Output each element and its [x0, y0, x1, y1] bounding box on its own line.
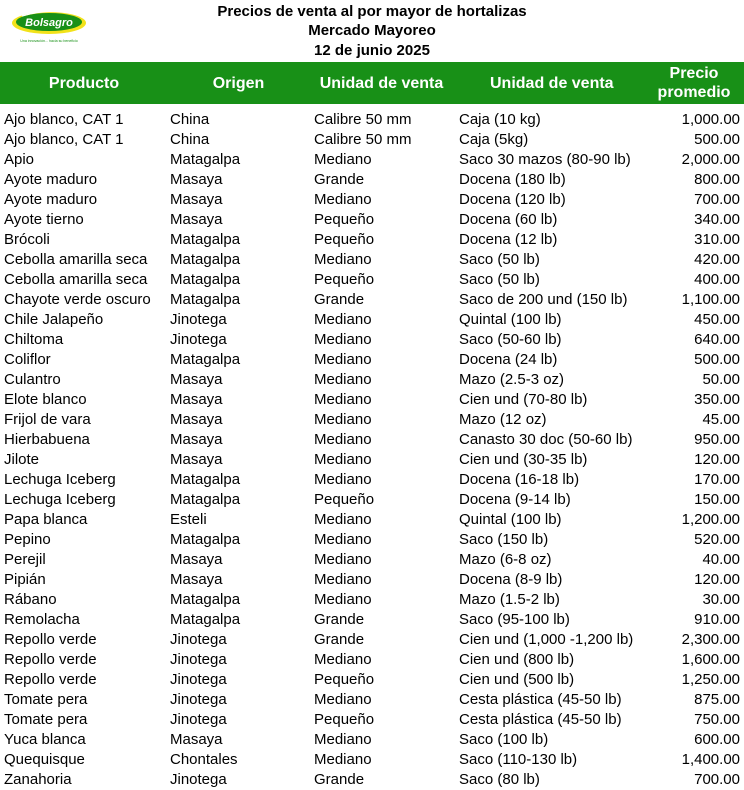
cell-unidad-venta-1: Pequeño [314, 211, 375, 228]
table-row [0, 450, 744, 470]
table-row [0, 170, 744, 190]
cell-unidad-venta-2: Docena (120 lb) [459, 191, 566, 208]
cell-producto: Culantro [4, 371, 61, 388]
cell-origen: Masaya [170, 391, 223, 408]
header-precio-line2: promedio [657, 84, 731, 101]
table-row [0, 710, 744, 730]
cell-unidad-venta-2: Cien und (30-35 lb) [459, 451, 588, 468]
cell-unidad-venta-1: Pequeño [314, 671, 375, 688]
cell-unidad-venta-2: Saco (50-60 lb) [459, 331, 562, 348]
table-row [0, 350, 744, 370]
cell-precio-promedio: 520.00 [694, 531, 740, 548]
cell-unidad-venta-2: Saco (50 lb) [459, 251, 540, 268]
table-row [0, 730, 744, 750]
cell-precio-promedio: 340.00 [694, 211, 740, 228]
cell-producto: Coliflor [4, 351, 51, 368]
cell-unidad-venta-2: Docena (8-9 lb) [459, 571, 563, 588]
cell-precio-promedio: 50.00 [702, 371, 740, 388]
cell-unidad-venta-2: Docena (60 lb) [459, 211, 558, 228]
cell-unidad-venta-1: Mediano [314, 591, 372, 608]
cell-producto: Tomate pera [4, 691, 88, 708]
cell-unidad-venta-2: Cesta plástica (45-50 lb) [459, 711, 622, 728]
cell-origen: Jinotega [170, 771, 227, 788]
cell-unidad-venta-1: Mediano [314, 251, 372, 268]
cell-unidad-venta-1: Mediano [314, 451, 372, 468]
cell-unidad-venta-1: Grande [314, 631, 365, 648]
cell-unidad-venta-1: Mediano [314, 531, 372, 548]
cell-precio-promedio: 600.00 [694, 731, 740, 748]
cell-unidad-venta-2: Canasto 30 doc (50-60 lb) [459, 431, 633, 448]
cell-unidad-venta-2: Saco (100 lb) [459, 731, 549, 748]
table-row [0, 150, 744, 170]
cell-origen: Matagalpa [170, 591, 241, 608]
market-name: Mercado Mayoreo [308, 22, 436, 39]
cell-origen: Masaya [170, 191, 223, 208]
cell-unidad-venta-1: Mediano [314, 191, 372, 208]
cell-producto: Cebolla amarilla seca [4, 271, 148, 288]
cell-unidad-venta-1: Mediano [314, 511, 372, 528]
cell-producto: Chiltoma [4, 331, 64, 348]
table-row [0, 590, 744, 610]
table-header [0, 62, 744, 104]
table-row [0, 190, 744, 210]
logo-text: Bolsagro [25, 17, 73, 29]
cell-unidad-venta-1: Mediano [314, 431, 372, 448]
cell-producto: Ayote maduro [4, 191, 98, 208]
cell-origen: Matagalpa [170, 271, 241, 288]
cell-unidad-venta-2: Cien und (70-80 lb) [459, 391, 588, 408]
cell-producto: Ayote tierno [4, 211, 84, 228]
table-row [0, 270, 744, 290]
cell-producto: Hierbabuena [4, 431, 90, 448]
cell-precio-promedio: 800.00 [694, 171, 740, 188]
cell-precio-promedio: 1,100.00 [681, 291, 740, 308]
report-date: 12 de junio 2025 [314, 42, 430, 59]
header-producto: Producto [48, 74, 120, 92]
cell-producto: Rábano [4, 591, 57, 608]
table-row [0, 310, 744, 330]
cell-unidad-venta-1: Mediano [314, 331, 372, 348]
cell-origen: Jinotega [170, 631, 227, 648]
cell-origen: Jinotega [170, 691, 227, 708]
table-row [0, 750, 744, 770]
cell-producto: Yuca blanca [4, 731, 86, 748]
cell-origen: Masaya [170, 371, 223, 388]
cell-unidad-venta-2: Saco 30 mazos (80-90 lb) [459, 151, 631, 168]
table-row [0, 570, 744, 590]
cell-precio-promedio: 310.00 [694, 231, 740, 248]
cell-unidad-venta-2: Cien und (500 lb) [459, 671, 575, 688]
cell-unidad-venta-1: Mediano [314, 151, 372, 168]
cell-unidad-venta-2: Saco (95-100 lb) [459, 611, 570, 628]
cell-unidad-venta-2: Cien und (1,000 -1,200 lb) [459, 631, 634, 648]
cell-producto: Chayote verde oscuro [4, 291, 151, 308]
cell-precio-promedio: 450.00 [694, 311, 740, 328]
cell-producto: Perejil [4, 551, 46, 568]
cell-unidad-venta-1: Mediano [314, 731, 372, 748]
cell-producto: Jilote [4, 451, 40, 468]
cell-origen: Matagalpa [170, 251, 241, 268]
cell-origen: Jinotega [170, 711, 227, 728]
table-row [0, 490, 744, 510]
cell-precio-promedio: 40.00 [702, 551, 740, 568]
cell-origen: Esteli [170, 511, 207, 528]
cell-origen: China [170, 131, 210, 148]
cell-precio-promedio: 700.00 [694, 771, 740, 788]
table-row [0, 430, 744, 450]
cell-producto: Ajo blanco, CAT 1 [4, 131, 124, 148]
cell-precio-promedio: 875.00 [694, 691, 740, 708]
cell-precio-promedio: 150.00 [694, 491, 740, 508]
cell-producto: Elote blanco [4, 391, 87, 408]
cell-origen: Masaya [170, 171, 223, 188]
cell-unidad-venta-2: Saco (80 lb) [459, 771, 540, 788]
table-row [0, 410, 744, 430]
cell-unidad-venta-1: Mediano [314, 551, 372, 568]
cell-unidad-venta-2: Quintal (100 lb) [459, 511, 562, 528]
cell-unidad-venta-2: Docena (16-18 lb) [459, 471, 580, 488]
table-row [0, 530, 744, 550]
cell-precio-promedio: 950.00 [694, 431, 740, 448]
header-origen: Origen [212, 74, 265, 92]
cell-unidad-venta-1: Grande [314, 291, 365, 308]
cell-precio-promedio: 640.00 [694, 331, 740, 348]
cell-unidad-venta-1: Mediano [314, 371, 372, 388]
cell-precio-promedio: 30.00 [702, 591, 740, 608]
cell-producto: Apio [4, 151, 35, 168]
cell-origen: Masaya [170, 571, 223, 588]
cell-precio-promedio: 120.00 [694, 451, 740, 468]
table-row [0, 230, 744, 250]
cell-unidad-venta-2: Cien und (800 lb) [459, 651, 575, 668]
table-row [0, 690, 744, 710]
cell-precio-promedio: 750.00 [694, 711, 740, 728]
cell-unidad-venta-1: Mediano [314, 691, 372, 708]
cell-unidad-venta-1: Calibre 50 mm [314, 131, 412, 148]
cell-unidad-venta-1: Pequeño [314, 271, 375, 288]
cell-precio-promedio: 1,600.00 [681, 651, 740, 668]
cell-precio-promedio: 1,250.00 [681, 671, 740, 688]
cell-producto: Pipián [4, 571, 46, 588]
cell-unidad-venta-1: Grande [314, 171, 365, 188]
cell-unidad-venta-2: Mazo (1.5-2 lb) [459, 591, 560, 608]
header-precio-promedio [644, 62, 744, 104]
cell-unidad-venta-2: Docena (180 lb) [459, 171, 566, 188]
cell-producto: Frijol de vara [4, 411, 91, 428]
cell-precio-promedio: 45.00 [702, 411, 740, 428]
cell-producto: Remolacha [4, 611, 80, 628]
cell-unidad-venta-1: Pequeño [314, 711, 375, 728]
report-title: Precios de venta al por mayor de hortalizas [217, 3, 527, 20]
cell-unidad-venta-1: Grande [314, 771, 365, 788]
cell-origen: Masaya [170, 551, 223, 568]
table-row [0, 610, 744, 630]
cell-precio-promedio: 2,000.00 [681, 151, 740, 168]
cell-precio-promedio: 1,400.00 [681, 751, 740, 768]
cell-producto: Quequisque [4, 751, 85, 768]
cell-precio-promedio: 420.00 [694, 251, 740, 268]
cell-producto: Tomate pera [4, 711, 88, 728]
cell-unidad-venta-1: Pequeño [314, 231, 375, 248]
cell-unidad-venta-1: Mediano [314, 411, 372, 428]
table-row [0, 250, 744, 270]
cell-origen: Matagalpa [170, 231, 241, 248]
cell-unidad-venta-1: Mediano [314, 471, 372, 488]
cell-producto: Repollo verde [4, 631, 97, 648]
cell-origen: China [170, 111, 210, 128]
cell-unidad-venta-2: Saco (110-130 lb) [459, 751, 578, 768]
table-row [0, 110, 744, 130]
cell-unidad-venta-1: Mediano [314, 351, 372, 368]
cell-unidad-venta-2: Mazo (12 oz) [459, 411, 547, 428]
cell-precio-promedio: 400.00 [694, 271, 740, 288]
cell-unidad-venta-2: Saco de 200 und (150 lb) [459, 291, 628, 308]
cell-producto: Ayote maduro [4, 171, 98, 188]
table-row [0, 470, 744, 490]
table-row [0, 390, 744, 410]
cell-producto: Repollo verde [4, 651, 97, 668]
price-table-body [0, 110, 744, 790]
table-row [0, 550, 744, 570]
cell-producto: Pepino [4, 531, 51, 548]
cell-origen: Matagalpa [170, 351, 241, 368]
cell-producto: Brócoli [4, 231, 50, 248]
cell-origen: Matagalpa [170, 471, 241, 488]
table-row [0, 630, 744, 650]
cell-producto: Lechuga Iceberg [4, 491, 116, 508]
cell-producto: Lechuga Iceberg [4, 471, 116, 488]
cell-producto: Papa blanca [4, 511, 88, 528]
cell-precio-promedio: 2,300.00 [681, 631, 740, 648]
header-unidad-venta-1: Unidad de venta [319, 74, 444, 92]
cell-unidad-venta-2: Caja (10 kg) [459, 111, 541, 128]
cell-unidad-venta-2: Docena (24 lb) [459, 351, 558, 368]
cell-origen: Matagalpa [170, 291, 241, 308]
logo-tagline: Una innovación... hacia su beneficio [20, 39, 78, 43]
cell-unidad-venta-2: Saco (50 lb) [459, 271, 540, 288]
cell-unidad-venta-2: Cesta plástica (45-50 lb) [459, 691, 622, 708]
cell-precio-promedio: 500.00 [694, 351, 740, 368]
cell-unidad-venta-1: Mediano [314, 651, 372, 668]
cell-unidad-venta-1: Mediano [314, 751, 372, 768]
cell-producto: Zanahoria [4, 771, 72, 788]
cell-unidad-venta-1: Calibre 50 mm [314, 111, 412, 128]
cell-precio-promedio: 1,000.00 [681, 111, 740, 128]
cell-origen: Matagalpa [170, 491, 241, 508]
cell-unidad-venta-2: Docena (12 lb) [459, 231, 558, 248]
cell-origen: Masaya [170, 411, 223, 428]
header-precio-line1: Precio [669, 65, 719, 82]
cell-unidad-venta-1: Mediano [314, 311, 372, 328]
table-row [0, 770, 744, 790]
cell-unidad-venta-2: Mazo (6-8 oz) [459, 551, 552, 568]
cell-precio-promedio: 1,200.00 [681, 511, 740, 528]
cell-origen: Masaya [170, 211, 223, 228]
cell-origen: Chontales [170, 751, 238, 768]
cell-precio-promedio: 500.00 [694, 131, 740, 148]
cell-producto: Ajo blanco, CAT 1 [4, 111, 124, 128]
cell-precio-promedio: 910.00 [694, 611, 740, 628]
cell-origen: Matagalpa [170, 151, 241, 168]
cell-origen: Masaya [170, 431, 223, 448]
cell-unidad-venta-2: Caja (5kg) [459, 131, 529, 148]
table-row [0, 330, 744, 350]
cell-precio-promedio: 170.00 [694, 471, 740, 488]
cell-origen: Matagalpa [170, 611, 241, 628]
cell-origen: Matagalpa [170, 531, 241, 548]
cell-precio-promedio: 700.00 [694, 191, 740, 208]
cell-producto: Chile Jalapeño [4, 311, 104, 328]
cell-origen: Jinotega [170, 671, 227, 688]
table-row [0, 290, 744, 310]
cell-origen: Jinotega [170, 311, 227, 328]
table-row [0, 650, 744, 670]
cell-producto: Cebolla amarilla seca [4, 251, 148, 268]
header-unidad-venta-2: Unidad de venta [490, 74, 614, 92]
cell-precio-promedio: 350.00 [694, 391, 740, 408]
cell-producto: Repollo verde [4, 671, 97, 688]
cell-unidad-venta-1: Mediano [314, 571, 372, 588]
cell-origen: Jinotega [170, 331, 227, 348]
table-row [0, 210, 744, 230]
cell-unidad-venta-2: Mazo (2.5-3 oz) [459, 371, 565, 388]
table-row [0, 670, 744, 690]
table-row [0, 510, 744, 530]
table-row [0, 130, 744, 150]
cell-unidad-venta-1: Mediano [314, 391, 372, 408]
table-row [0, 370, 744, 390]
cell-precio-promedio: 120.00 [694, 571, 740, 588]
cell-unidad-venta-2: Quintal (100 lb) [459, 311, 562, 328]
cell-unidad-venta-1: Pequeño [314, 491, 375, 508]
cell-unidad-venta-2: Docena (9-14 lb) [459, 491, 571, 508]
cell-unidad-venta-2: Saco (150 lb) [459, 531, 549, 548]
cell-unidad-venta-1: Grande [314, 611, 365, 628]
cell-origen: Masaya [170, 451, 223, 468]
cell-origen: Jinotega [170, 651, 227, 668]
cell-origen: Masaya [170, 731, 223, 748]
